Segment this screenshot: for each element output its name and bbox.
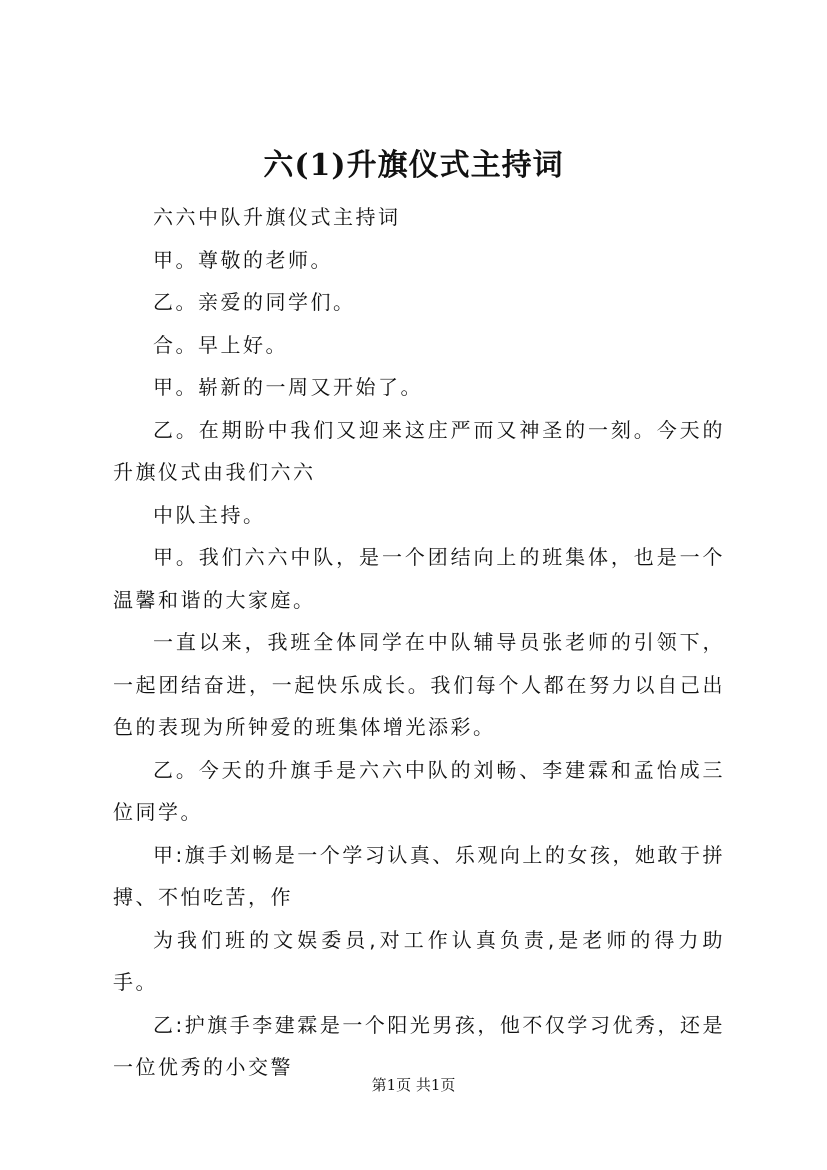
paragraph-11: 甲:旗手刘畅是一个学习认真、乐观向上的女孩，她敢于拼搏、不怕吃苦，作 [113, 842, 725, 909]
document-body [113, 196, 725, 1089]
paragraph-6: 乙。在期盼中我们又迎来这庄严而又神圣的一刻。今天的升旗仪式由我们六六 [113, 417, 725, 484]
paragraph-3: 乙。亲爱的同学们。 [153, 290, 356, 314]
paragraph-9: 一直以来，我班全体同学在中队辅导员张老师的引领下，一起团结奋进，一起快乐成长。我们每个人都在努力以自己出色的表现为所钟爱的班集体增光添彩。 [113, 630, 725, 739]
page-number-footer: 第1页 共1页 [371, 1076, 456, 1094]
paragraph-12: 为我们班的文娱委员,对工作认真负责,是老师的得力助手。 [113, 927, 725, 994]
paragraph-4: 合。早上好。 [153, 332, 288, 357]
paragraph-2: 甲。尊敬的老师。 [153, 247, 333, 272]
paragraph-1: 六六中队升旗仪式主持词 [153, 205, 401, 229]
document-title: 六(1)升旗仪式主持词 [263, 148, 564, 183]
paragraph-10: 乙。今天的升旗手是六六中队的刘畅、李建霖和孟怡成三位同学。 [113, 757, 725, 824]
paragraph-5: 甲。崭新的一周又开始了。 [153, 375, 423, 399]
paragraph-8: 甲。我们六六中队，是一个团结向上的班集体，也是一个温馨和谐的大家庭。 [113, 545, 725, 612]
paragraph-7: 中队主持。 [153, 502, 266, 527]
paragraph-13: 乙:护旗手李建霖是一个阳光男孩，他不仅学习优秀，还是一位优秀的小交警 [113, 1012, 725, 1079]
